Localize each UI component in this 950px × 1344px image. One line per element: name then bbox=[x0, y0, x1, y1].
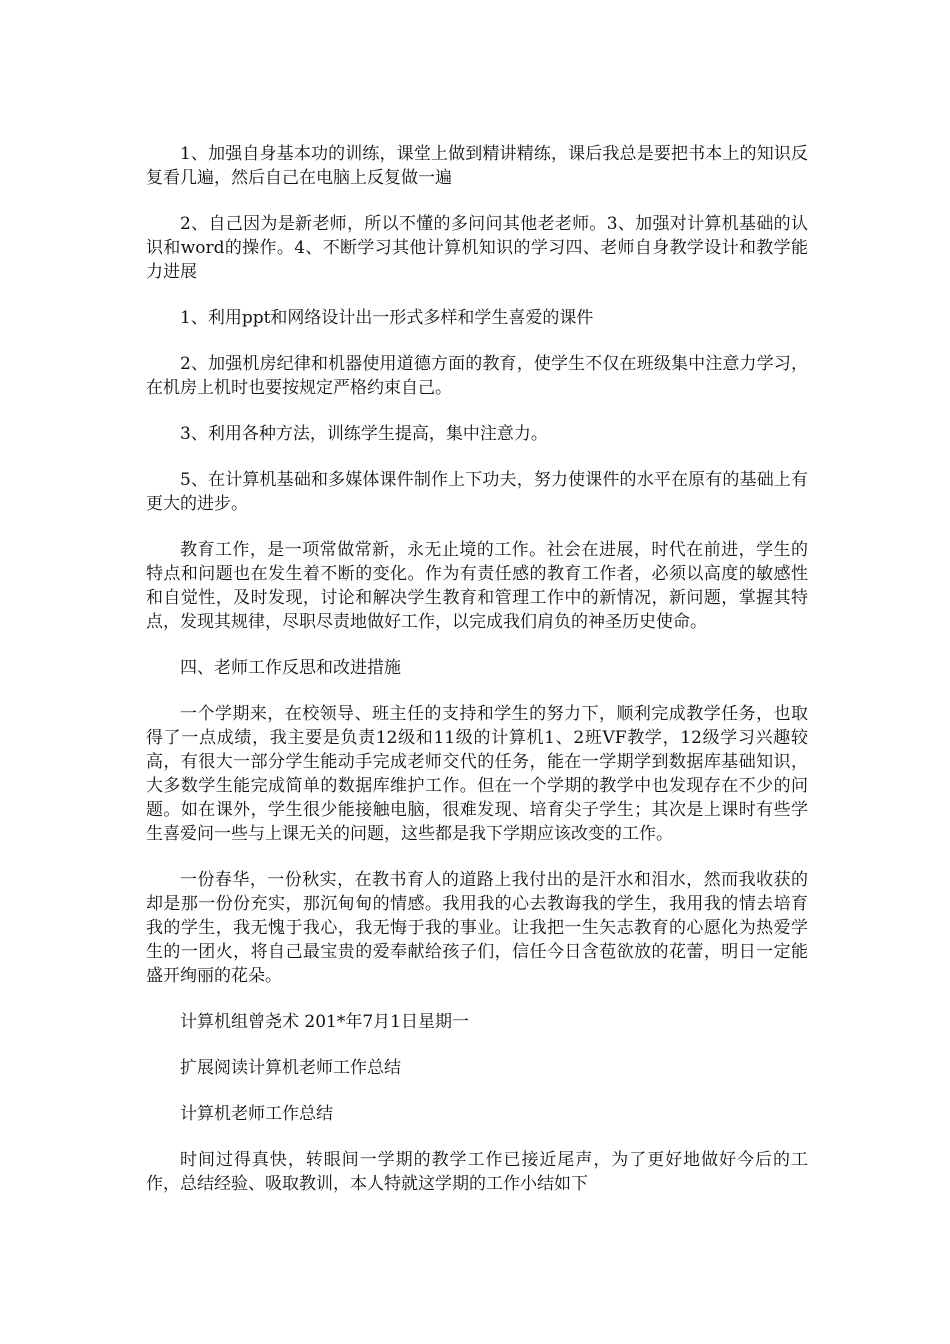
section-heading: 四、老师工作反思和改进措施 bbox=[180, 658, 401, 678]
paragraph-6: 5、在计算机基础和多媒体课件制作上下功夫，努力使课件的水平在原有的基础上有更大的进步。 bbox=[146, 470, 808, 514]
paragraph-10: 一份春华，一份秋实，在教书育人的道路上我付出的是汗水和泪水，然而我收获的却是那一份份充实，那沉甸甸的情感。我用我的心去教诲我的学生，我用我的情去培育我的学生，我无愧于我心，我无悔于我的事业。让我把一生矢志教育的心愿化为热爱学生的一团火，将自己最宝贵的爱奉献给孩子们，信任今日含苞欲放的花蕾，明日一定能盛开绚丽的花朵。 bbox=[146, 870, 808, 986]
paragraph-1: 1、加强自身基本功的训练，课堂上做到精讲精练，课后我总是要把书本上的知识反复看几遍，然后自己在电脑上反复做一遍 bbox=[146, 144, 808, 188]
paragraph-4: 2、加强机房纪律和机器使用道德方面的教育，使学生不仅在班级集中注意力学习，在机房上机时也要按规定严格约束自己。 bbox=[146, 354, 808, 398]
paragraph-7: 教育工作，是一项常做常新，永无止境的工作。社会在进展，时代在前进，学生的特点和问题也在发生着不断的变化。作为有责任感的教育工作者，必须以高度的敏感性和自觉性，及时发现，讨论和解决学生教育和管理工作中的新情况，新问题，掌握其特点，发现其规律，尽职尽责地做好工作，以完成我们肩负的神圣历史使命。 bbox=[146, 540, 808, 632]
signature-line: 计算机组曾尧术 201*年7月1日星期一 bbox=[180, 1012, 469, 1032]
extended-reading-title: 扩展阅读计算机老师工作总结 bbox=[180, 1058, 401, 1078]
document-body bbox=[146, 142, 808, 1218]
paragraph-3: 1、利用ppt和网络设计出一形式多样和学生喜爱的课件 bbox=[180, 308, 594, 328]
paragraph-2: 2、自己因为是新老师，所以不懂的多问问其他老老师。3、加强对计算机基础的认识和word的操作。4、不断学习其他计算机知识的学习四、老师自身教学设计和教学能力进展 bbox=[146, 214, 808, 282]
article-title: 计算机老师工作总结 bbox=[180, 1104, 333, 1124]
paragraph-5: 3、利用各种方法，训练学生提高，集中注意力。 bbox=[180, 424, 548, 444]
paragraph-9: 一个学期来，在校领导、班主任的支持和学生的努力下，顺利完成教学任务，也取得了一点成绩，我主要是负责12级和11级的计算机1、2班VF教学，12级学习兴趣较高，有很大一部分学生能动手完成老师交代的任务，能在一学期学到数据库基础知识，大多数学生能完成简单的数据库维护工作。但在一个学期的教学中也发现存在不少的问题。如在课外，学生很少能接触电脑，很难发现、培育尖子学生；其次是上课时有些学生喜爱问一些与上课无关的问题，这些都是我下学期应该改变的工作。 bbox=[146, 704, 808, 844]
paragraph-14: 时间过得真快，转眼间一学期的教学工作已接近尾声，为了更好地做好今后的工作，总结经验、吸取教训，本人特就这学期的工作小结如下 bbox=[146, 1150, 808, 1194]
